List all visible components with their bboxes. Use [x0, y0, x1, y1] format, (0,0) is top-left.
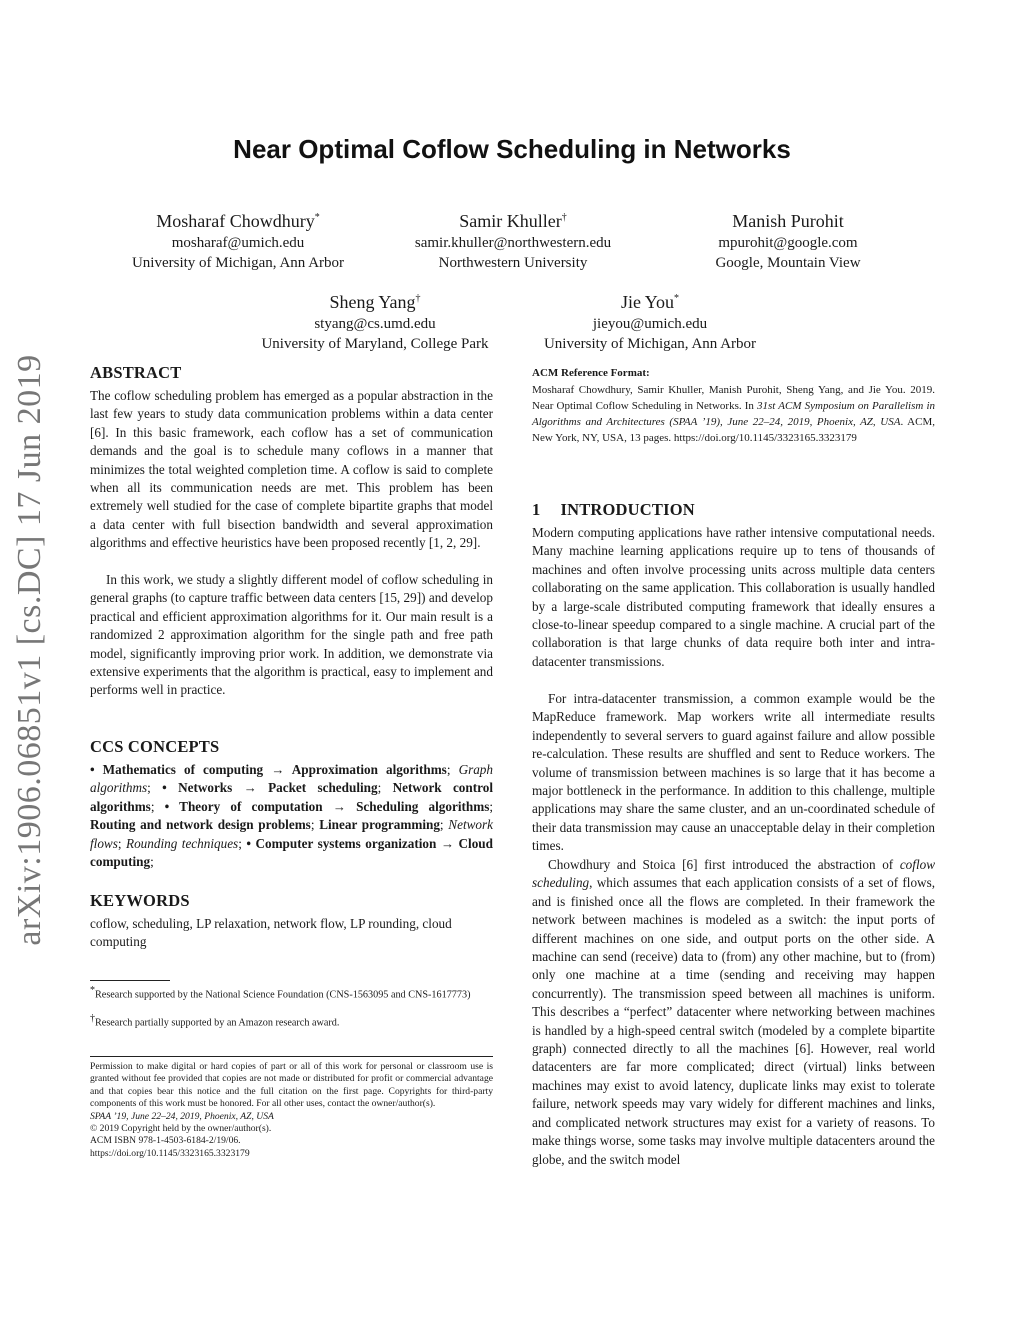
ccs-term: • Networks → Packet scheduling: [162, 780, 378, 796]
ccs-term: Network control algorithms: [90, 780, 493, 814]
ccs-sep: ;: [489, 798, 493, 814]
ccs-sep: ;: [150, 854, 154, 870]
keywords-heading: KEYWORDS: [90, 891, 190, 910]
author-name: Sheng Yang: [329, 292, 416, 312]
author-block: [93, 206, 383, 273]
intro-p3-part: Chowdhury and Stoica [6] first introduced the abstraction of: [548, 857, 900, 872]
author-block: [230, 287, 520, 354]
keywords-text: coflow, scheduling, LP relaxation, network flow, LP rounding, cloud computing: [90, 916, 452, 950]
footnote-text: Research supported by the National Science Foundation (CNS-1563095 and CNS-1617773): [95, 989, 471, 1001]
ccs-heading: CCS CONCEPTS: [90, 737, 220, 756]
footnote-mark: †: [90, 1013, 95, 1024]
author-name: Manish Purohit: [732, 211, 844, 231]
author-email: styang@cs.umd.edu: [314, 316, 436, 332]
acm-ref-text: [532, 382, 935, 446]
author-name: Samir Khuller: [459, 211, 562, 231]
abstract-paragraph-2: In this work, we study a slightly different model of coflow scheduling in general graphs (to capture traffic between data centers [15, 29]) and develop practical and efficient approximation algorithms for it. Our main result is a randomized 2 approximation algorithm for the single path and free path model, significantly improving prior work. In addition, we demonstrate via extensive experiments that the algorithm is practical, easy to implement and performs well in practice.: [90, 572, 493, 698]
author-affiliation: University of Michigan, Ann Arbor: [131, 255, 345, 271]
footnote-2: [90, 1013, 493, 1030]
author-affiliation: University of Maryland, College Park: [261, 336, 489, 352]
author-mark: *: [674, 293, 680, 304]
ccs-concepts: [90, 761, 493, 871]
intro-paragraph-3: [532, 856, 935, 1169]
acm-ref-heading: ACM Reference Format:: [532, 367, 650, 379]
permission-block: [90, 1061, 493, 1160]
author-email: mpurohit@google.com: [718, 235, 858, 251]
ccs-term: Network flows: [90, 817, 493, 851]
permission-doi[interactable]: https://doi.org/10.1145/3323165.3323179: [90, 1147, 250, 1159]
abstract-paragraph-1: The coflow scheduling problem has emerged as a popular abstraction in the last few years to study data communication problems within a data center [6]. In this basic framework, each coflow has a set of communication demands and the goal is to schedule many coflows in a manner that minimizes the total weighted completion time. A coflow is said to complete when all its communication needs are met. This problem has been extremely well studied for the case of complete bipartite graphs that model a data center with full bisection bandwidth and several approximation algorithms and effective heuristics have been proposed recently [1, 2, 29].: [90, 388, 493, 551]
author-mark: †: [415, 293, 421, 304]
ccs-sep: ;: [439, 817, 449, 833]
acm-ref-part: Mosharaf Chowdhury, Samir Khuller, Manish Purohit, Sheng Yang, and Jie You. 2019. Near Optimal Coflow Scheduling in Networks. In: [532, 384, 935, 412]
abstract-heading: ABSTRACT: [90, 363, 182, 382]
ccs-sep: ;: [238, 835, 247, 851]
author-affiliation: Google, Mountain View: [715, 255, 861, 271]
author-name: Jie You: [620, 292, 675, 312]
intro-paragraph-1: Modern computing applications have rather intensive computational needs. Many machine learning applications require up to tens of thousands of machines and often involve processing units across multiple data centers collaborating on the same application. This collaboration is usually handled by a large-scale distributed computing framework that ideally ensures a close-to-linear speedup compared to a single machine. A crucial part of the collaboration is that large chunks of data require both inter and intra-datacenter transmissions.: [532, 525, 935, 669]
ccs-term: Graph algorithms: [90, 762, 493, 796]
permission-text: Permission to make digital or hard copies of part or all of this work for personal or classroom use is granted without fee provided that copies are not made or distributed for profit or commercial advantage and that copies bear this notice and the full citation on the first page. Copyrights for third-party components of this work must be honored. For all other uses, contact the owner/author(s).: [90, 1061, 493, 1110]
author-mark: *: [314, 212, 320, 223]
acm-ref-venue: 31st ACM Symposium on Parallelism in Algorithms and Architectures (SPAA ’19), June 22–24, 2019, Phoenix, AZ, USA: [532, 400, 936, 428]
author-block: [368, 206, 658, 273]
footnote-text: Research partially supported by an Amazon research award.: [95, 1017, 340, 1029]
author-mark: †: [561, 212, 567, 223]
author-affiliation: University of Michigan, Ann Arbor: [543, 336, 757, 352]
ccs-sep: ;: [147, 780, 163, 796]
ccs-sep: ;: [310, 817, 320, 833]
permission-isbn: ACM ISBN 978-1-4503-6184-2/19/06.: [90, 1135, 241, 1147]
venue-text: SPAA ’19, June 22–24, 2019, Phoenix, AZ, USA: [90, 1110, 274, 1122]
intro-paragraph-2: For intra-datacenter transmission, a common example would be the MapReduce framework. Map workers write all intermediate results independently to several servers to guard against failure and allow possible re-calculation. These results are shuffled and sent to Reduce workers. The volume of transmission between machines is so large that it has become a major bottleneck in the performance. In addition to this challenge, multiple applications may share the same cluster, and an un-coordinated schedule of their data transmission may cause an unacceptable delay in their completion times.: [532, 691, 935, 854]
ccs-term: Linear programming: [319, 817, 440, 833]
ccs-term: Routing and network design problems: [90, 817, 311, 833]
ccs-term: • Computer systems organization → Cloud computing: [90, 835, 493, 870]
intro-p3-emph: coflow scheduling: [532, 857, 935, 891]
intro-heading: [532, 500, 935, 520]
permission-venue: [90, 1111, 493, 1123]
intro-p3-part: , which assumes that each application consists of a set of flows, and is finished once all the flows are completed. In their framework the network between machines is modeled as a switch: the input ports of different machines on one side, and output ports on the other side. A machine can send (receive) data to (from) any other machine, but to (from) only one machine at a time (sending and receiving may happen concurrently). The transmission speed between all machines is uniform. This describes a “perfect” datacenter where networking between machines is handled by a high-speed central switch (modeled by a complete bipartite graph) connected directly to all the machines [6]. However, real world datacenters are far more complicated; direct (virtual) links between machines may exist to avoid latency, duplicate links may exist to tolerate failure, network speeds may vary widely for different machines and links, and complicated network structures may exist for a variety of reasons. To make things worse, some tasks may involve multiple datacenters around the globe, and the switch model: [532, 875, 935, 1167]
author-email: mosharaf@umich.edu: [171, 235, 305, 251]
author-name: Mosharaf Chowdhury: [156, 211, 315, 231]
paper-title: Near Optimal Coflow Scheduling in Networks: [233, 134, 791, 164]
ccs-sep: ;: [377, 780, 393, 796]
ccs-sep: ;: [117, 835, 127, 851]
ccs-sep: ;: [150, 798, 165, 814]
permission-rule: [90, 1056, 493, 1057]
author-affiliation: Northwestern University: [438, 255, 588, 271]
section-title: INTRODUCTION: [560, 500, 695, 519]
arxiv-sidebar: [10, 354, 50, 946]
footnote-mark: *: [90, 985, 95, 996]
author-block: [643, 206, 933, 273]
ccs-term: • Mathematics of computing → Approximation algorithms: [90, 762, 447, 777]
footnote-1: [90, 985, 493, 1002]
author-block: [505, 287, 795, 354]
author-email: samir.khuller@northwestern.edu: [414, 235, 612, 251]
author-email: jieyou@umich.edu: [592, 316, 708, 332]
ccs-term: Rounding techniques: [126, 835, 239, 851]
acm-ref-part: . ACM, New York, NY, USA, 13 pages. https://doi.org/10.1145/3323165.3323179: [532, 416, 935, 444]
arxiv-identifier: arXiv:1906.06851v1 [cs.DC] 17 Jun 2019: [11, 354, 48, 946]
section-number: 1: [532, 500, 541, 519]
footnote-rule: [90, 980, 170, 981]
ccs-term: • Theory of computation → Scheduling algorithms: [164, 798, 490, 814]
ccs-sep: ;: [446, 762, 459, 777]
permission-copyright: © 2019 Copyright held by the owner/author(s).: [90, 1123, 272, 1135]
